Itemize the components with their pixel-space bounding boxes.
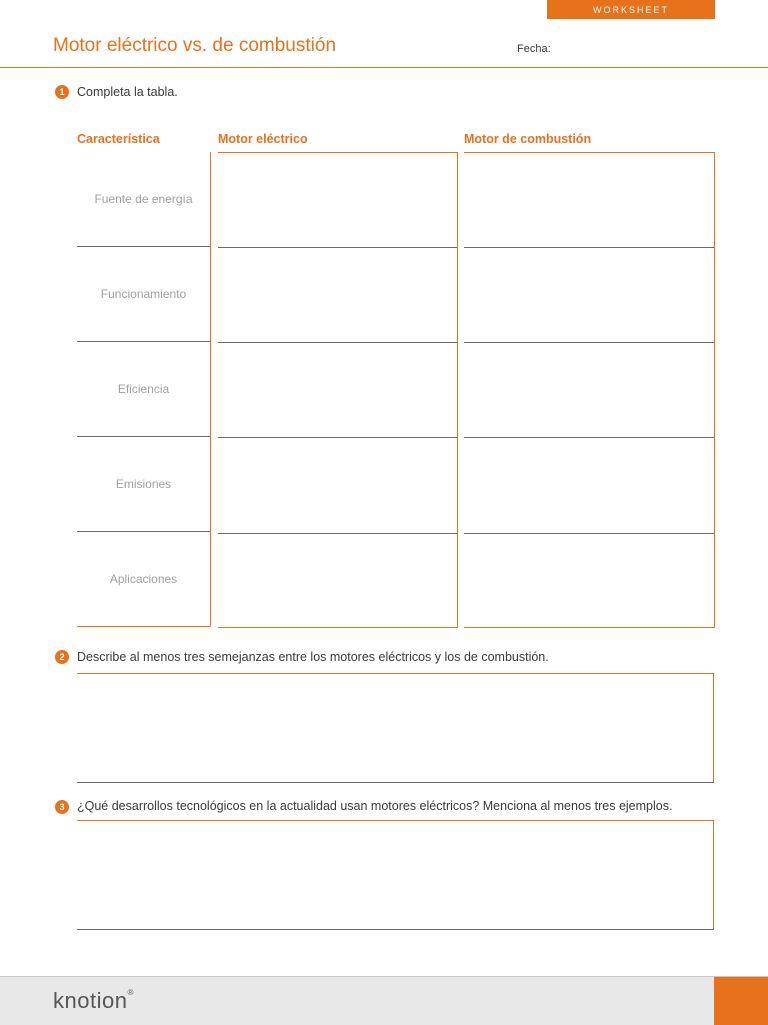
- row-divider: [218, 247, 457, 248]
- characteristics-column: [77, 152, 211, 628]
- row-divider: [464, 437, 714, 438]
- brand-logo: [53, 988, 134, 1014]
- question-number-badge: 1: [55, 85, 69, 99]
- answer-box-bottom-rule: [77, 782, 714, 783]
- row-label: Fuente de energía: [77, 152, 211, 247]
- row-divider: [464, 533, 714, 534]
- question-prompt: Describe al menos tres semejanzas entre los motores eléctricos y los de combustión.: [77, 650, 549, 664]
- question-number-badge: 3: [55, 800, 69, 814]
- page-title: Motor eléctrico vs. de combustión: [53, 35, 337, 56]
- question-prompt: ¿Qué desarrollos tecnológicos en la actualidad usan motores eléctricos? Menciona al menos tres ejemplos.: [77, 799, 673, 813]
- row-divider: [218, 437, 457, 438]
- electric-motor-answer-column[interactable]: [218, 152, 458, 628]
- row-label: Eficiencia: [77, 342, 211, 437]
- question-prompt: Completa la tabla.: [77, 85, 178, 99]
- row-label: Funcionamiento: [77, 247, 211, 342]
- worksheet-tag: WORKSHEET: [547, 0, 715, 19]
- combustion-motor-answer-column[interactable]: [464, 152, 715, 628]
- brand-logo-text: knotion: [53, 988, 128, 1013]
- registered-mark: ®: [127, 988, 134, 997]
- row-divider: [464, 342, 714, 343]
- header-divider: [0, 67, 768, 68]
- column-header-combustion: Motor de combustión: [464, 132, 592, 146]
- row-label: Emisiones: [77, 437, 211, 532]
- footer: [0, 976, 768, 1025]
- footer-accent-block: [714, 977, 768, 1025]
- column-header-electric: Motor eléctrico: [218, 132, 308, 146]
- row-divider: [218, 533, 457, 534]
- answer-box[interactable]: [77, 673, 714, 783]
- answer-box[interactable]: [77, 820, 714, 930]
- answer-box-bottom-rule: [77, 929, 714, 930]
- row-divider: [464, 247, 714, 248]
- question-number-badge: 2: [55, 650, 69, 664]
- date-label: Fecha:: [517, 43, 551, 55]
- row-divider: [218, 342, 457, 343]
- row-label: Aplicaciones: [77, 532, 211, 627]
- column-header-characteristic: Característica: [77, 132, 160, 146]
